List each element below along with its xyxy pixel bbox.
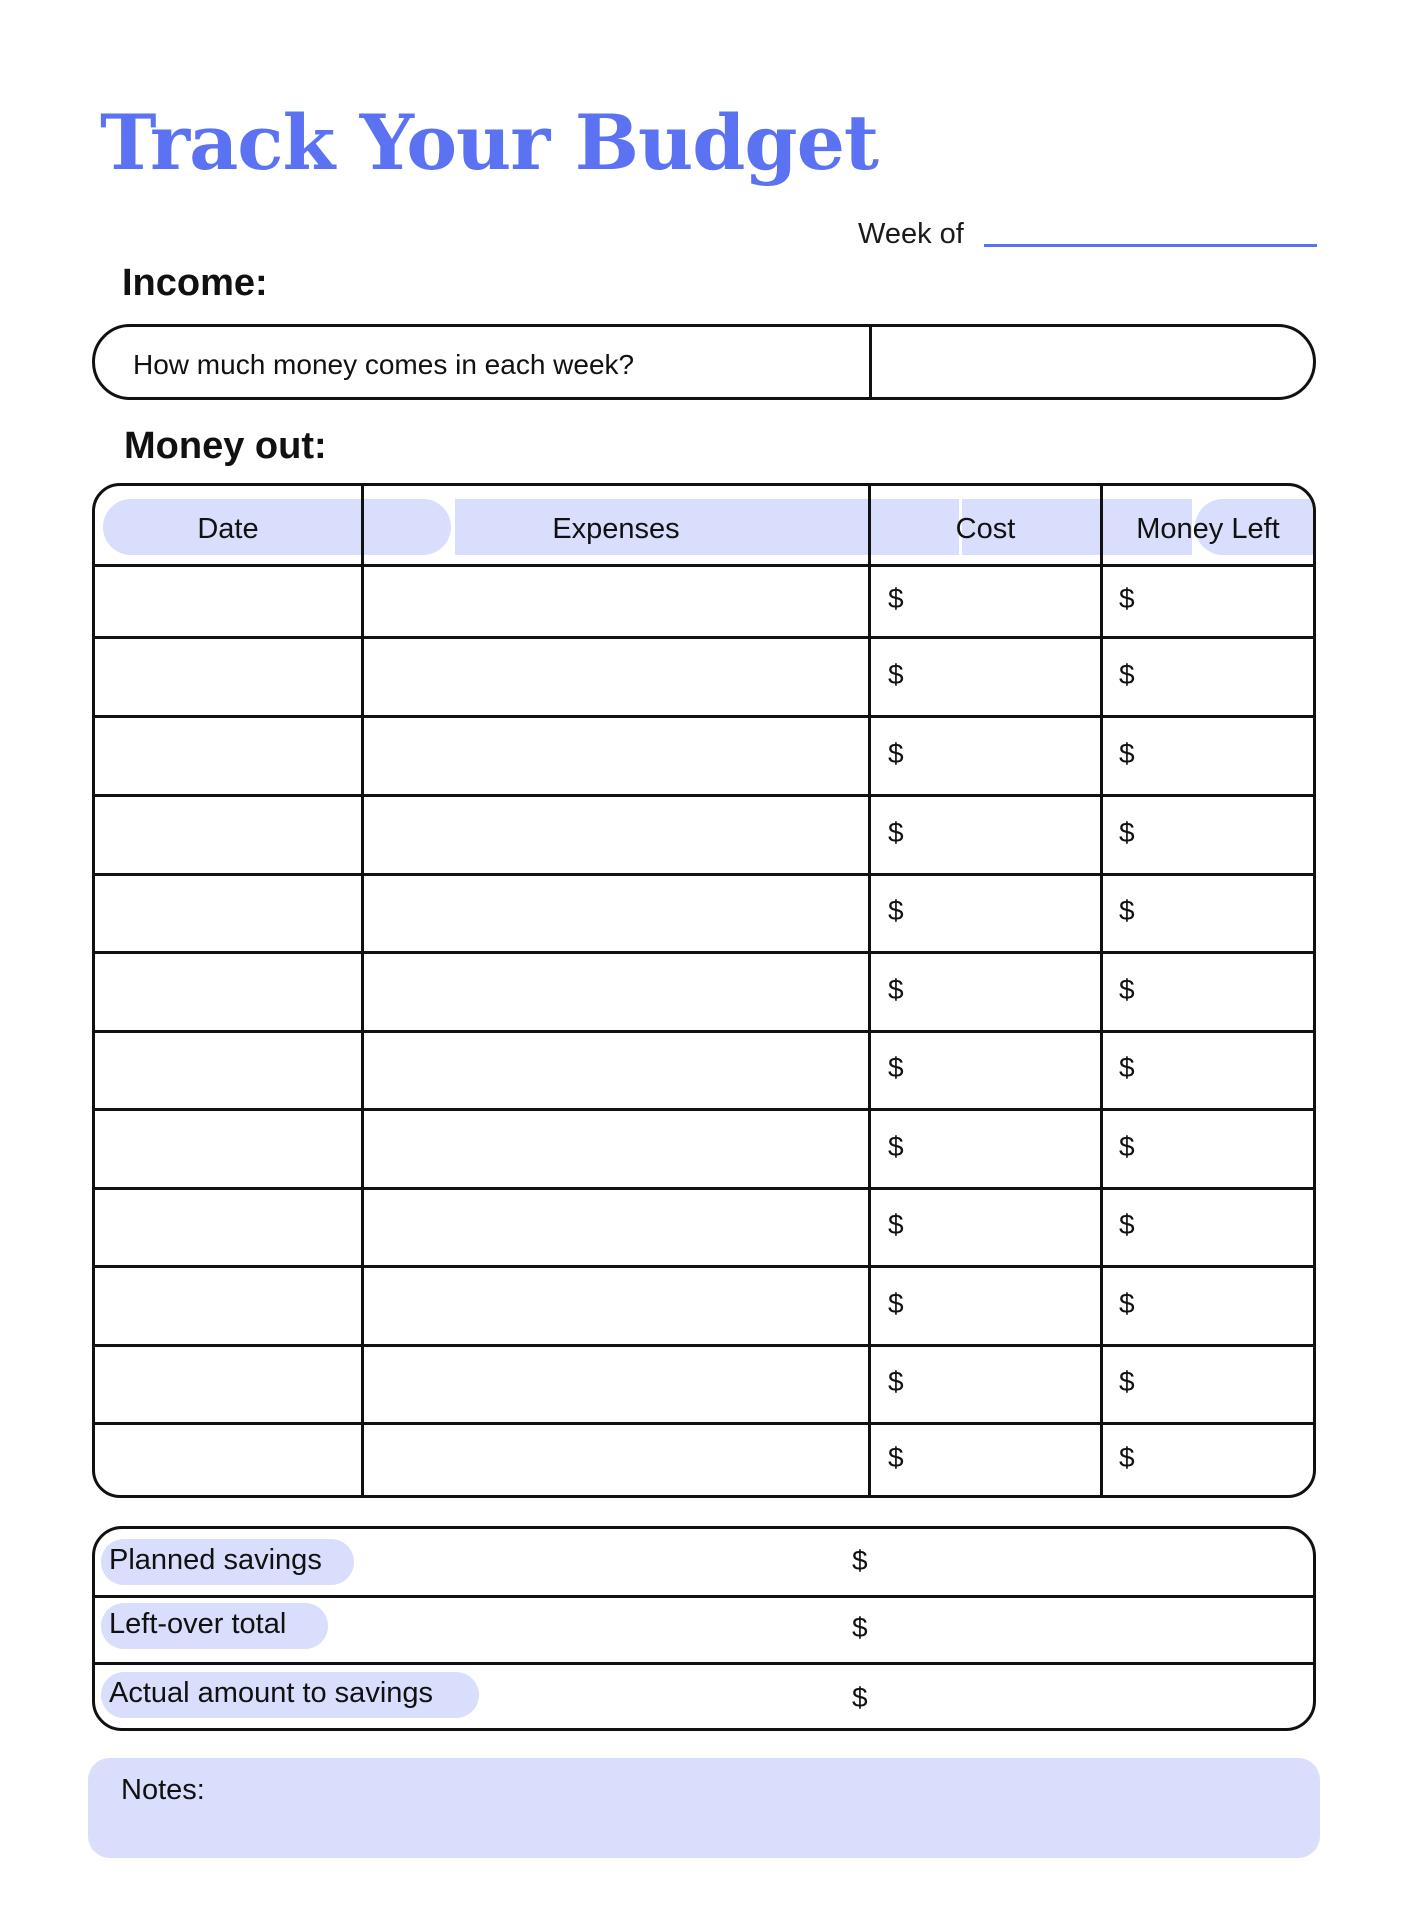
cost-cell[interactable]: $ [888, 973, 904, 1005]
money-left-cell[interactable]: $ [1119, 895, 1135, 926]
money-left-cell[interactable]: $ [1119, 1130, 1135, 1162]
cost-cell[interactable]: $ [888, 737, 904, 769]
summary-divider [95, 1662, 1313, 1665]
cost-cell[interactable]: $ [888, 1130, 904, 1162]
money-left-cell[interactable]: $ [1119, 1441, 1135, 1473]
notes-box[interactable] [88, 1758, 1320, 1858]
money-left-cell[interactable]: $ [1119, 973, 1135, 1005]
money-left-cell[interactable]: $ [1119, 1287, 1135, 1319]
page-title: Track Your Budget [100, 98, 879, 187]
planned-savings-value[interactable]: $ [852, 1545, 868, 1576]
column-header-cost: Cost [955, 513, 1016, 545]
column-header-date: Date [197, 513, 259, 545]
money-left-cell[interactable]: $ [1119, 583, 1135, 614]
cost-cell[interactable]: $ [888, 1209, 904, 1240]
income-heading: Income: [122, 262, 268, 304]
actual-savings-label: Actual amount to savings [109, 1677, 434, 1709]
money-left-cell[interactable]: $ [1119, 1052, 1135, 1083]
left-over-total-value[interactable]: $ [852, 1612, 868, 1643]
money-out-heading: Money out: [124, 425, 327, 467]
cost-cell[interactable]: $ [888, 816, 904, 848]
week-of-field[interactable] [984, 244, 1317, 247]
cost-cell[interactable]: $ [888, 1052, 904, 1083]
money-left-cell[interactable]: $ [1119, 816, 1135, 848]
cost-cell[interactable]: $ [888, 1287, 904, 1319]
column-header-expenses: Expenses [552, 513, 680, 545]
money-left-cell[interactable]: $ [1119, 658, 1135, 690]
expenses-table [92, 483, 1316, 1498]
money-left-cell[interactable]: $ [1119, 1209, 1135, 1240]
actual-savings-value[interactable]: $ [852, 1682, 868, 1713]
cost-cell[interactable]: $ [888, 895, 904, 926]
money-left-cell[interactable]: $ [1119, 737, 1135, 769]
money-left-cell[interactable]: $ [1119, 1366, 1135, 1397]
income-box [92, 324, 1316, 400]
week-of-label: Week of [858, 218, 964, 250]
notes-label: Notes: [121, 1774, 205, 1806]
income-question: How much money comes in each week? [133, 349, 635, 380]
cost-cell[interactable]: $ [888, 658, 904, 690]
planned-savings-label: Planned savings [109, 1544, 322, 1576]
summary-divider [95, 1595, 1313, 1598]
income-amount-field[interactable] [872, 327, 1313, 397]
savings-summary [92, 1526, 1316, 1731]
cost-cell[interactable]: $ [888, 1366, 904, 1397]
left-over-total-label: Left-over total [109, 1608, 287, 1640]
column-header-money-left: Money Left [1136, 513, 1280, 545]
cost-cell[interactable]: $ [888, 583, 904, 614]
cost-cell[interactable]: $ [888, 1441, 904, 1473]
